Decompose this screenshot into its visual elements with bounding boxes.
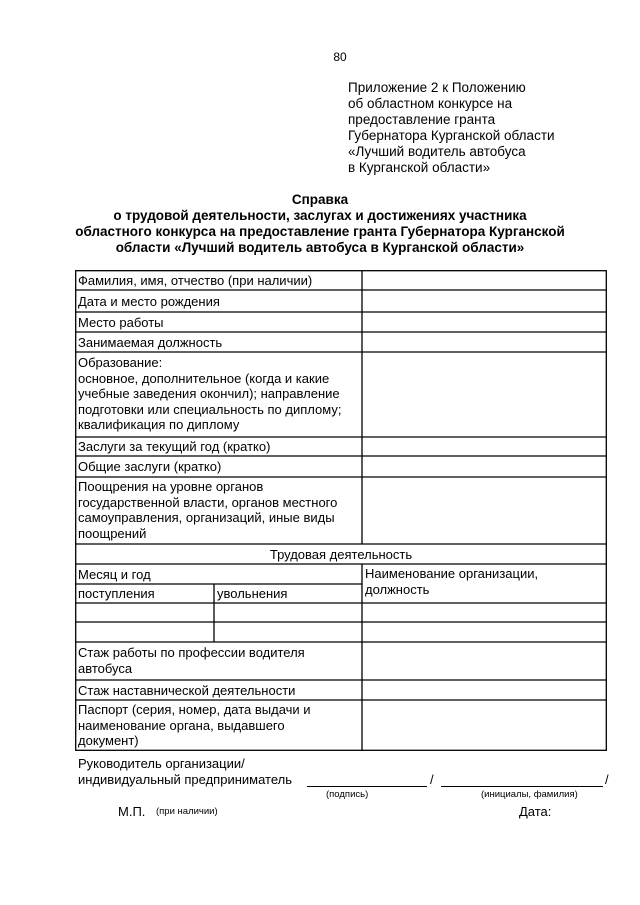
signature-line [307,786,427,787]
org-name-label [365,566,538,597]
appendix-line: об областном конкурсе на [348,96,513,111]
head-label-line1: Руководитель организации/ [78,756,245,771]
passport-line: документ) [78,733,139,748]
appendix-line: Приложение 2 к Положению [348,80,526,95]
signature-caption: (подпись) [326,789,369,800]
appendix-note [348,80,555,176]
date-label: Дата: [519,804,552,819]
education-label [78,355,341,433]
appendix-line: предоставление гранта [348,112,496,127]
education-line: подготовки или специальность по диплому; [78,401,342,417]
heading-line: областного конкурса на предоставление гранта Губернатора Курганской [75,224,565,239]
education-line: Образование: [78,355,163,370]
driver-experience-line: Стаж работы по профессии водителя [78,645,305,660]
head-label-line2: индивидуальный предприниматель [78,772,292,787]
hired-label: поступления [78,586,155,601]
driver-experience-line: автобуса [78,660,133,676]
org-name-line: Наименование организации, [365,566,539,581]
heading-line: о трудовой деятельности, заслугах и достижениях участника [113,208,527,223]
appendix-line: «Лучший водитель автобуса [348,144,526,159]
passport-label [78,702,311,749]
page-number: 80 [333,50,347,64]
birth-label: Дата и место рождения [78,294,220,309]
stamp-note: (при наличии) [156,806,218,817]
education-line: квалификация по диплому [78,417,240,432]
signature-slash: / [430,772,434,787]
fired-label: увольнения [217,586,288,601]
workplace-label: Место работы [78,315,164,330]
merits-general-label: Общие заслуги (кратко) [78,459,222,474]
education-line: учебные заведения окончил); направление [78,386,340,401]
initials-caption: (инициалы, фамилия) [481,789,578,800]
certificate-form-table [75,270,607,751]
awards-label [78,479,337,541]
document-heading [72,192,568,256]
awards-line: самоуправления, организаций, иные виды [78,510,335,525]
passport-line: наименование органа, выдавшего [78,717,285,733]
appendix-line: в Курганской области» [348,160,491,175]
education-line: основное, дополнительное (когда и какие [78,370,330,386]
passport-line: Паспорт (серия, номер, дата выдачи и [78,702,311,717]
initials-line [441,786,603,787]
position-label: Занимаемая должность [78,335,223,350]
initials-slash: / [605,772,609,787]
awards-line: поощрений [78,525,147,541]
appendix-line: Губернатора Курганской области [348,128,555,143]
awards-line: государственной власти, органов местного [78,494,338,510]
awards-line: Поощрения на уровне органов [78,479,264,494]
labor-section-header: Трудовая деятельность [269,547,413,562]
heading-line: области «Лучший водитель автобуса в Курганской области» [115,240,525,255]
driver-experience-label [78,645,305,676]
fio-label: Фамилия, имя, отчество (при наличии) [78,273,313,288]
month-year-label: Месяц и год [78,567,151,582]
heading-title: Справка [291,192,349,207]
merits-year-label: Заслуги за текущий год (кратко) [78,439,271,454]
stamp-label: М.П. [118,804,146,819]
org-name-line: должность [365,581,430,597]
mentor-experience-label: Стаж наставнической деятельности [78,683,296,698]
